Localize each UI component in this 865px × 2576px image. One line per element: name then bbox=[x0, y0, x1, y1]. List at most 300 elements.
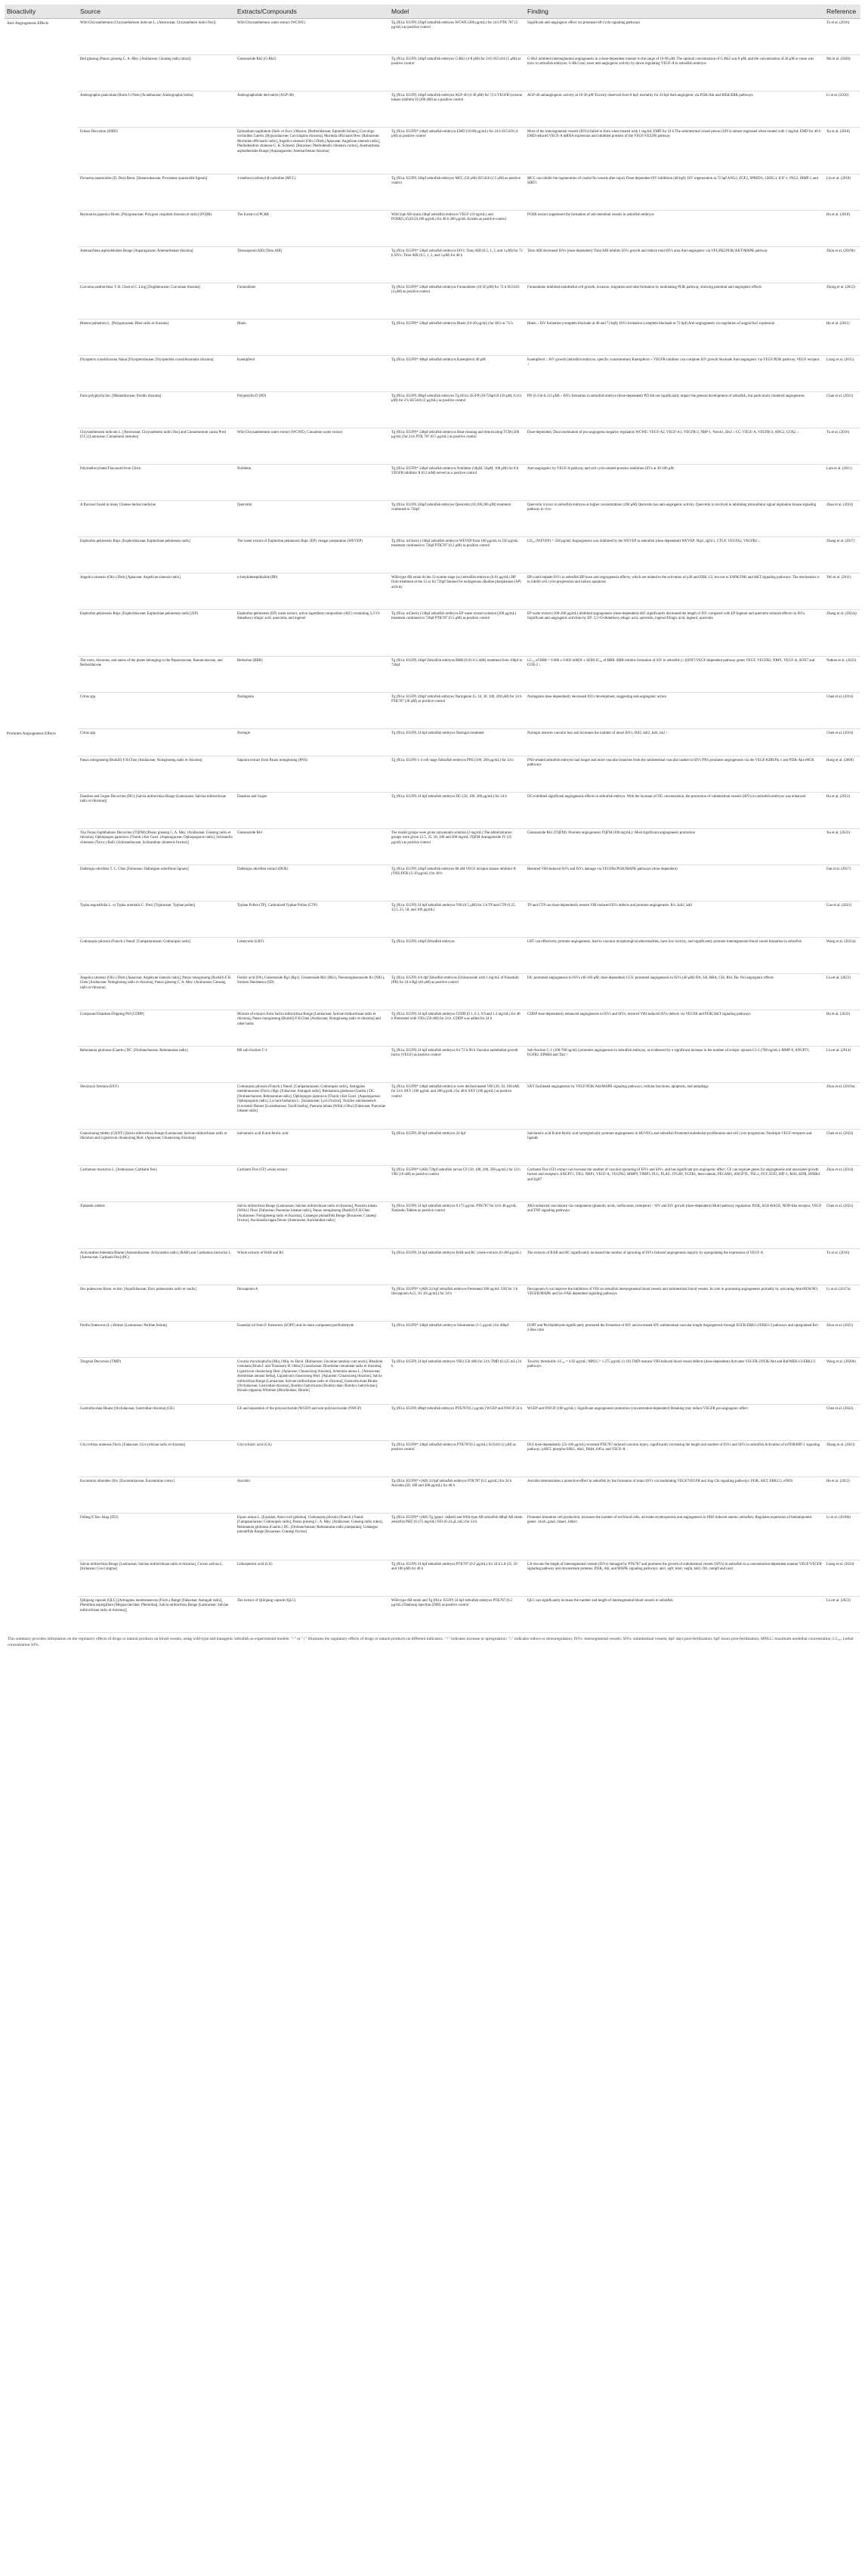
ref-cell: Lam et al. (2011) bbox=[824, 465, 860, 501]
bioactivity-cell bbox=[5, 1010, 78, 1047]
finding-cell: Sub-fraction C-1 (100-700 ng/mL) promotes angiogenesis in zebrafish embryos, as evidenced by a significant increase in the number of ectopic sprouts C1-1 (700 ng/mL): MMP-9, ANGPT1, EGFR2, EPHB4 and Tie2 ↑ bbox=[525, 1047, 824, 1083]
model-cell: Tg (fli1a: EGFP)* 24hpf zebrafish embryos EMD (10-80 μg/mL) for 24 h SU5416 (4 μM) as positive control bbox=[389, 128, 525, 175]
header-finding: Finding bbox=[525, 5, 824, 19]
model-cell: Tg (fli1a: EGFP)*+(AB) 24 hpf zebrafish embryos PTK787 (0.2 μg/mL) for 24 h Aucubin (50, 100 and 200 μg/mL) for 48 h bbox=[389, 1477, 525, 1514]
source-cell: Xinkeshu tablets bbox=[78, 1202, 235, 1249]
ref-cell: He et al. (2022) bbox=[824, 1477, 860, 1514]
table-row bbox=[5, 175, 860, 211]
bioactivity-cell bbox=[5, 1441, 78, 1477]
extract-cell: Saponin extract from Panax notoginseng (PNS) bbox=[235, 756, 389, 793]
ref-cell: Liu et al. (2023) bbox=[824, 974, 860, 1010]
finding-cell: Kaempferol ↓ ISV growth (zebrafish embryos; specific concentration) Kaempferol + VEGFR inhibitor can complete ISV growth blockade Anti-angiogenic via VEGF/PI3K pathway, VEGF receptor ↓ bbox=[525, 356, 824, 392]
table-row bbox=[5, 1249, 860, 1285]
source-cell: Ermao Decoction (EMD) bbox=[78, 128, 235, 175]
source-cell: Codonopsis pilosula (Franch.) Nannf. [Campanulaceae; Codonopsis radix] bbox=[78, 938, 235, 974]
extract-cell: Salvianolic acid B and ferulic acid bbox=[235, 1130, 389, 1166]
finding-cell: Promotes immature cell production; increases the number of red blood cells; activates erythropoiesis and angiogenesis in PHZ-induced anemic zebrafish; Regulates expression of hematopoietic genes: cmyb, gata1, hbae1, hbbe1 bbox=[525, 1514, 824, 1560]
header-bioactivity: Bioactivity bbox=[5, 5, 78, 19]
source-cell: Euphorbia pekinensis Rupr. [Euphorbiaceae; Euphorbiae pekinensis radix] (EP) bbox=[78, 610, 235, 657]
finding-cell: AGP-40 antiangiogenic activity at 10-30 μM Toxicity observed from 8 hpf; mortality for 24 hpf Anti-angiogenic via PI3K/Akt and MEK/ERK pathways bbox=[525, 91, 824, 128]
bioactivity-cell bbox=[5, 128, 78, 175]
finding-cell: WGEP and NWGP (100 μg/mL): Significant angiogenesis promotion (concentration-dependent) Breaking may reduce VEGFR pro-angiogenic effect bbox=[525, 1405, 824, 1441]
model-cell: Tg (fli1a: EGFP) 24hpf zebrafish embryos Naringenin (5, 10, 30, 100, 200 μM) for 24 h PTK787 (30 μM) as positive control bbox=[389, 693, 525, 729]
extract-cell: GE and separation of the polysaccharide (WGEP) and non-polysaccharide (NWGP) bbox=[235, 1405, 389, 1441]
table-row bbox=[5, 901, 860, 938]
finding-cell: BP could impede ISVs in zebrafish BP have anti-angiogenesis effects, which are related to the activation of p38 and ERK 1/2, but not to SAPK/JNK and AKT signaling pathways. The mechanism is to inhibit cell cycle progression and induce apoptosis bbox=[525, 574, 824, 610]
model-cell: Tg (fli1a: EGFP)* 24hpf zebrafish embryos Sinomenine (1-5 μg/mL) for 48hpf bbox=[389, 1322, 525, 1358]
ref-cell: Tu et al. (2016) bbox=[824, 1249, 860, 1285]
ref-cell: Zhong et al. (2012) bbox=[824, 283, 860, 320]
table-row bbox=[5, 128, 860, 175]
table-row bbox=[5, 657, 860, 693]
table-row bbox=[5, 392, 860, 428]
ref-cell: Liang et al. (2015) bbox=[824, 356, 860, 392]
finding-cell: Furanodiene inhibited endothelial cell growth, invasion, migration and tube formation by modulating PI3K pathway, showing potential anti-angiogenic effects bbox=[525, 283, 824, 320]
model-cell: Tg (fli1a: EGFP)* 24hpf zebrafish embryos PTK787(0.2 μg/mL) SU5416 (2 μM) as positive control bbox=[389, 1441, 525, 1477]
extract-cell: Wild Chrysanthemum water extract (WCWE) bbox=[235, 19, 389, 55]
table-row bbox=[5, 91, 860, 128]
header-extracts: Extracts/Compounds bbox=[235, 5, 389, 19]
model-cell: Tg (fli1a: EGFP) 24hpf zebrafish embryos Quercetin (10,100,200 μM) treatment continued to 72hpf bbox=[389, 501, 525, 537]
finding-cell: Ilexsaponin A can improve the inhibition of VRI on zebrafish intersegmental blood vessels and subintestinal blood vessels. Its role in promoting angiogenesis probably by activating Akt/eNOS/NO, VEGFR/MAPK and Src-FAK dependent signaling pathways bbox=[525, 1285, 824, 1322]
bioactivity-cell bbox=[5, 1514, 78, 1560]
extract-cell: Whole extracts of RAB and RC bbox=[235, 1249, 389, 1285]
table-row bbox=[5, 1441, 860, 1477]
finding-cell: Dose-dependent; Dual modulation of pro-angiogenic/negative regulators WCWE: VEGF-A2, VEGF-A1, VEGFR-2, NRP-1, Notch1, Ets2 ↓ CC: VEGF-A, VEGFR-2, ANG2, COX2 ↓ bbox=[525, 428, 824, 465]
bioactivity-cell bbox=[5, 1047, 78, 1083]
finding-cell: LC₅₀ of BBR = 0.686 ± 0.002 mM(X ± SEM) IC₅₀ of BBR: BBR inhibits formation of SIV in zebrafish [+]SOX7/VEGF-dependent pathway genes VEGF, VEGFR2, NRP1, VEGF-A, SOX7 and COX-2 ↓ bbox=[525, 657, 824, 693]
bioactivity-cell bbox=[5, 1130, 78, 1166]
table-row bbox=[5, 793, 860, 829]
model-cell: Tg (fli1a: EGFP) 24 hpf zebrafish embryos for 72 h-96 h Vascular endothelial growth factor (VEGF) as positive control bbox=[389, 1047, 525, 1083]
source-cell: Paris polyphylla Sm. [Melanthiaceae; Paridis rhizoma] bbox=[78, 392, 235, 428]
extract-cell: 1-methoxycarbonyl-β-carboline (MCC) bbox=[235, 175, 389, 211]
extract-cell: Dalbergia odorifera extract (DOE) bbox=[235, 865, 389, 901]
finding-cell: CDDP dose-dependently enhanced angiogenesis in ISVs and SIVs; restored VRI-induced ISVs defects via VEGFR and PI3K/AKT signaling pathways bbox=[525, 1010, 824, 1047]
source-cell: Rheum palmatum L. [Polygonaceae; Rhei radix et rhizoma] bbox=[78, 320, 235, 356]
ref-cell: Nathan et al. (2023) bbox=[824, 657, 860, 693]
bioactivity-cell bbox=[5, 392, 78, 428]
source-cell: Dalbergia odorifera T. C. Chen [Fabaceae; Dalbergiae odoriferae lignum] bbox=[78, 865, 235, 901]
bioactivity-cell bbox=[5, 91, 78, 128]
table-row bbox=[5, 1514, 860, 1560]
table-row bbox=[5, 1047, 860, 1083]
finding-cell: Aucubin demonstrates a protective effect in zebrafish by the formation of intact ISVs via modulating VEGF/VEGFR and Jing Chi signaling pathways: PI3K, AKT, ERK1/2, eNOS bbox=[525, 1477, 824, 1514]
bioactivity-cell bbox=[5, 574, 78, 610]
table-row bbox=[5, 320, 860, 356]
bioactivity-cell bbox=[5, 829, 78, 865]
extract-cell: Lithospermic acid (LA) bbox=[235, 1560, 389, 1597]
table-footnote: This summary provides information on the regulatory effects of drugs or natural products on blood vessels, using wild-type and transgenic zebrafish as experimental models. "↑" or "↓" illustrates the regulatory effects of drugs or natural products on different indicators. "↑" indicates increase or upregulation; "↓" indicates reduce or downregulation; ISVs: intersegmental vessels; SIVs: subintestinal vessels; dpf: days post-fertilization; hpf: hours post-fertilization; MNLC: maximum nonlethal concentration; LC₅₀: Lethal concentration 50%. bbox=[8, 1637, 854, 1647]
model-cell: Tg (fli1a: EGFP) 24 hpf zebrafish embryos PTK787 (0.2 μg/mL) for 24 h LA (25, 50 and 100 μM) for 48 h bbox=[389, 1560, 525, 1597]
source-cell: Andrographis paniculata (Burm.f.) Nees [Acanthaceae; Andrographis herba] bbox=[78, 91, 235, 128]
model-cell: Tg (fli1a: EGFP) 24hpf zebrafish embryos G-Rh2 (4-8 μM) for 24 h SU5416 (5 μM) as positive control bbox=[389, 55, 525, 91]
bioactivity-cell bbox=[5, 1358, 78, 1405]
extract-cell: Lobetyolin (LBT) bbox=[235, 938, 389, 974]
extract-cell: Timosaponin AIII (Timo AIII) bbox=[235, 247, 389, 283]
ref-cell: Tu et al. (2016) bbox=[824, 19, 860, 55]
model-cell: Tg (fli1a: EGFP)* 24hpf zebrafish embryos Nobiletin (10μM, 50μM, 100 μM) for 8 h VEGFR inhibitor II (0.2 mM) served as a positive control bbox=[389, 465, 525, 501]
source-cell: Angelica sinensis (Oliv.) Diels [Apiaceae; Angelicae sinensis radix] bbox=[78, 574, 235, 610]
page bbox=[5, 0, 860, 1649]
table-row bbox=[5, 428, 860, 465]
ref-cell: Zhou et al. (2021) bbox=[824, 1322, 860, 1358]
table-row bbox=[5, 211, 860, 247]
finding-cell: Timo AIII decreased ISVs (dose-dependent) Timo AIII inhibits SIVs growth and reduce total SIVs area Anti-angiogenic via VEGFR2/PI3K/AKT/MAPK pathway bbox=[525, 247, 824, 283]
source-cell: A flavonol found in many Chinese herbal medicine bbox=[78, 501, 235, 537]
table-row bbox=[5, 574, 860, 610]
ref-cell: Chen et al. (2022) bbox=[824, 1405, 860, 1441]
ref-cell: Ho et al. (2022) bbox=[824, 1010, 860, 1047]
extract-cell: Kaempferol bbox=[235, 356, 389, 392]
bioactivity-cell bbox=[5, 501, 78, 537]
table-row bbox=[5, 974, 860, 1010]
finding-cell: LD₅₀ (WEVEP) = 258 μg/mL Angiogenesis was inhibited by the WEVEP in zebrafish (dose dependent) WEVEP: Nrp1, Igf1r1, CTGF, VEGFA2, VEGFR2 ↓ bbox=[525, 537, 824, 574]
model-cell: Tg (fli1a: EGFP) 48hpf zebrafish embryos PTK787(0.2 μg/mL) WGEP and NWGP 24 h bbox=[389, 1405, 525, 1441]
table-body bbox=[5, 19, 860, 1633]
table-row bbox=[5, 55, 860, 91]
model-cell: Tg (fli1a: EGFP) 24 hpf zebrafish embryos RAB and RC whole extracts (0-200 μg/mL) bbox=[389, 1249, 525, 1285]
model-cell: Wild-type AB strain At the 12-somite stage (ss) zebrafish embryos (0.01 μg/mL) BP from treatment at the 12 ss for 72hpf Stained for endogenous alkaline phosphatase (AP) activity bbox=[389, 574, 525, 610]
extract-cell: Danshen and Gegen bbox=[235, 793, 389, 829]
source-cell: Shuxinyin formula (SXY) bbox=[78, 1083, 235, 1130]
bioactivity-cell bbox=[5, 175, 78, 211]
bioactivity-cell bbox=[5, 901, 78, 938]
ref-cell: Li et al. (2016) bbox=[824, 91, 860, 128]
extract-cell: Codonopsis pilosula (Franch.) Nannf. [Campanulaceae; Codonopsis radix], Astragalus membranaceus (Fisch.) Bge. [Fabaceae; Astragali radix], Rehmannia glutinosa (Gaertn.) DC. [Orobanchaceae; Rehmanniae radix], Ophiopogon japonicus (Thunb.) Ker Gawl. [Asparagaceae; Ophiopogonis radix], Lycium barbarum L. [Solanaceae; Lycii fructus], Taxillus sutchuenensis (Lecomte) Danser [Loranthaceae; Taxilli herba], Pueraria lobata (Willd.) Ohwi [Fabaceae; Puerariae lobatae radix] bbox=[235, 1083, 389, 1130]
model-cell: Tg (fli1a: EGFP)* 24hpf zebrafish embryos Rhein (10-20 μg/mL) for 48 h or 72 h bbox=[389, 320, 525, 356]
finding-cell: Anti-angiogenic by VEGF-A pathway and cell cycle-related proteins inhibition ISVs at 30-100 μM bbox=[525, 465, 824, 501]
ref-cell: Zhao et al. (2014) bbox=[824, 501, 860, 537]
ref-cell: Chen et al. (2021) bbox=[824, 1202, 860, 1249]
table-row bbox=[5, 1358, 860, 1405]
extract-cell: Aucubin bbox=[235, 1477, 389, 1514]
source-cell: Ilex pubescens Hook. et Arn. [Aquifoliaceae; Ilicis pubescentis radix et caulis] bbox=[78, 1285, 235, 1322]
finding-cell: Toxicity thresholds: LC₅₀ = 4.92 μg/mL; MNLC= 1.275 μg/mL (1:10) TMD restores VRI-induced blood vessel defects (dose-dependent) Activates VEGFR-2/PI3K/Akt and Raf/MEK1/2/ERK1/2 pathways bbox=[525, 1358, 824, 1405]
extract-cell: Polyphyllin D (PD) bbox=[235, 392, 389, 428]
finding-cell: XKS enhanced vasculature via components (phenolic acids, isoflavones, triterpene) ↑ SIV and ISV growth (dose-dependent) Multi-pathway regulation: PI3K, AGE-RAGE, NOD-like receptor, VEGF and TNF signaling pathways bbox=[525, 1202, 824, 1249]
finding-cell: Quercetin is toxic to zebrafish embryos at higher concentrations (200 μM) Quercetin has anti-angiogenic activity. Quercetin is involved in inhibiting intracellular signal regulation kinase signaling pathway in vivo bbox=[525, 501, 824, 537]
source-cell: Danshen and Gegen Decoction (DG) [Salvia miltiorrhiza Bunge (Lamiaceae; Salviae miltiorrhizae radix et rhizoma)] bbox=[78, 793, 235, 829]
table-row bbox=[5, 1130, 860, 1166]
table-row bbox=[5, 1597, 860, 1633]
ref-cell: Xu et al. (2023) bbox=[824, 829, 860, 865]
table-row bbox=[5, 610, 860, 657]
bioactivity-cell bbox=[5, 1477, 78, 1514]
model-cell: Tg (fli1a: EGFP)* 24hpf zebrafish embryos Heat-clearing and detoxicating TCM (200 μg/mL) for 24 h PTK 787 (0.5 μg/mL) as positive control bbox=[389, 428, 525, 465]
ref-cell: Liang et al. (2024) bbox=[824, 1560, 860, 1597]
bioactivity-cell bbox=[5, 610, 78, 657]
ref-cell: Chen et al. (2014) bbox=[824, 729, 860, 756]
source-cell: Tongmai Decoction (TMD) bbox=[78, 1358, 235, 1405]
bioactivity-cell bbox=[5, 356, 78, 392]
table-row bbox=[5, 465, 860, 501]
finding-cell: FA: promoted angiogenesis in ISVs (40-160 μM; dose-dependent) CCS: promoted angiogenesis in ISVs (40 μM) DA, SA, RBA, CIS, Rb1, Re: Pro-angiogenic effects bbox=[525, 974, 824, 1010]
bioactivity-cell bbox=[5, 1166, 78, 1202]
table-row bbox=[5, 865, 860, 901]
source-cell: Polymethoxylated Flavonoid from Citrus bbox=[78, 465, 235, 501]
extract-cell: Typhae Pollen (TP), Carbonized Typhae Pollen (CTP) bbox=[235, 901, 389, 938]
source-cell: Citrus spp. bbox=[78, 693, 235, 729]
bioactivity-cell bbox=[5, 865, 78, 901]
ref-cell: Wang et al. (2023a) bbox=[824, 938, 860, 974]
bioactivity-cell bbox=[5, 1322, 78, 1358]
finding-cell: QLC can significantly increase the number and length of intersegmental blood vessels in zebrafish bbox=[525, 1597, 824, 1633]
model-cell: Tg (fli1a: EGFP) 24hpf Zebrafish embryos BBR (0.01-0.5 mM) treatment from 10hpf to 72hpf bbox=[389, 657, 525, 693]
table-row bbox=[5, 756, 860, 793]
finding-cell: PD (0.156-0.313 μM) ↓ ISVs formation in zebrafish embryo (dose-dependent) PD did not significantly impact the general development of zebrafish, but particularly hindered angiogenesis bbox=[525, 392, 824, 428]
ref-cell: Zhou et al. (2019b) bbox=[824, 247, 860, 283]
source-cell: Euphorbia pekinensis Rupr. [Euphorbiaceae; Euphorbiae pekinensis radix] bbox=[78, 537, 235, 574]
extract-cell: Naringenin bbox=[235, 693, 389, 729]
bioactivity-cell bbox=[5, 793, 78, 829]
model-cell: Tg (fli1a: EGFP)*+(AB) Tg (gata1: dsRed) and Wild-type AB zebrafish 48hpf AB strain zebrafish PHZ (0.175 mg/mL) FEJ (6-24 μL/mL) for 24 h bbox=[389, 1514, 525, 1560]
table-row bbox=[5, 729, 860, 756]
finding-cell: DGI dose-dependently (25-100 μg/mL) reversed PTK787-induced vascular injury, significantly increasing the length and number of ISVs and SIVs in zebrafish Activation of mTOR/HIF-1 signaling pathway: pAKT, phospho-S6K1, Akt1, Ddit4, hif1a, and VEGF-A bbox=[525, 1441, 824, 1477]
bioactivity-cell bbox=[5, 938, 78, 974]
source-cell: Glycyrrhiza uralensis Fisch. [Fabaceae; Glycyrrhizae radix et rhizoma] bbox=[78, 1441, 235, 1477]
table-row bbox=[5, 1202, 860, 1249]
table-row bbox=[5, 247, 860, 283]
source-cell: Carthamus tinctorius L. [Asteraceae; Carthami flos] bbox=[78, 1166, 235, 1202]
ref-cell: Chen et al. (2014) bbox=[824, 693, 860, 729]
source-cell: Salvia miltiorrhiza Bunge [Lamiaceae; Salviae miltiorrhizae radix et rhizoma], Crocus sativus L. [Iridaceae; Croci stigma] bbox=[78, 1560, 235, 1597]
ref-cell: Chen et al. (2022) bbox=[824, 1130, 860, 1166]
finding-cell: EOPF and Perillaldehyde significantly promoted the formation of ISV and increased SIV subintestinal vascular length Angiogenesis through EGFR-ERK1/2/ERK1/2 pathways and upregulated Bcl-2-Bax ratio bbox=[525, 1322, 824, 1358]
extract-cell: Ilexsaponin A bbox=[235, 1285, 389, 1322]
finding-cell: EP water extract (100-200 μg/mL) inhibited angiogenesis (dose-dependent) AIC significantly decreased the length of ISV compared with EP Ingenol and quercetin reduced effects on ISVs. Significant anti-angiogenic activities by EP: 3,3'-O-dimethoxy ellagic acid, quercetin, ingenol Ellagic acid, ingenol, quercetin bbox=[525, 610, 824, 657]
bioactivity-cell bbox=[5, 211, 78, 247]
model-cell: Tg (fli1a: EGFP)* 24hpf zebrafish embryos ISVs: Timo AIII (0.5, 1, 2, and 3 μM) for 72 h SIVs: Timo AIII (0.5, 1, 2, and 3 μM) for 48 h bbox=[389, 247, 525, 283]
finding-cell: Ginsenoside Rb1 (TQFM): Promote angiogenesis TQFM (200 mg/mL): Most significant angiogenesis promotion bbox=[525, 829, 824, 865]
bioactivity-cell bbox=[5, 465, 78, 501]
extract-cell: Euphorbia pekinensis (EP) water extract, active ingredient composition (AIC) containing 3,3'-O-dimethoxy ellagic acid, quercetin, and ingenol bbox=[235, 610, 389, 657]
source-cell: Compound Danshen Dripping Pill (CDDP) bbox=[78, 1010, 235, 1047]
model-cell: Tg (fli1a: EGFP) 28 hpf zebrafish embryos 24 hpf bbox=[389, 1130, 525, 1166]
model-cell: The model groups were given simvastatin solution (2 mg/mL) The administration groups were given 12.5, 25, 50, 100 and 200 mg/mL TQFM Astragaloside IV (25 μg/mL) as positive control bbox=[389, 829, 525, 865]
extract-cell: Uncaria rhynchophylla (Miq.) Miq. ex Havil. [Rubiaceae; Uncariae ramulus cum uncis], Rhodiola crenulata (Hook.f. and Thomson) H. Ohba [Crassulaceae; Rhodiolae crenulatae radix et rhizoma], Ligusticum chuanxiong Hort. [Apiaceae; Chuanxiong rhizoma], Artemisia annua L. [Asteraceae; Artemisiae annuae herba], Ligusticum chuanxiong Hort. [Apiaceae; Chuanxiong rhizoma], Salvia miltiorrhiza Bunge [Lamiaceae; Salviae miltiorrhizae radix et rhizoma], Gastrodia elata Blume [Orchidaceae; Gastrodiae rhizoma], Bombyx batryticatus [Bombycidae; Bombyx batryticatus], Hirudo nipponia Whitman [Hirudinidae; Hirudo] bbox=[235, 1358, 389, 1405]
model-cell: Tg (fli1a: mCherry) 24hpf zebrafish embryos WEVEP from 100 μg/mL to 250 μg/mL treatment continued to 72hpf PTK787 (0.2 μM) as positive control bbox=[389, 537, 525, 574]
ref-cell: Gao et al. (2021) bbox=[824, 901, 860, 938]
finding-cell: Significant anti-angiogenic effect via protease/cell-cycle signaling pathways bbox=[525, 19, 824, 55]
extract-cell: RR sub-fraction C-1 bbox=[235, 1047, 389, 1083]
table-row bbox=[5, 1285, 860, 1322]
source-cell: Fufang E'Jiao Jiang (FEJ) bbox=[78, 1514, 235, 1560]
table-row bbox=[5, 19, 860, 55]
extract-cell: Ginsenoside Rh2 (G-Rh2) bbox=[235, 55, 389, 91]
bioactivity-cell bbox=[5, 283, 78, 320]
extract-cell: Rhein bbox=[235, 320, 389, 356]
bioactivity-cell bbox=[5, 756, 78, 793]
model-cell: Tg (fli1a: EGFP) 24 hpf zebrafish embryos CDDP (0.1, 0.3, 0.9 and 1.2 mg/mL) for 48 h Pretreated with VRI (150 nM) for 24 h. CDDP was added for 24 h bbox=[389, 1010, 525, 1047]
finding-cell: Salvianolic acid B and ferulic acid synergistically promote angiogenesis in HUVECs and zebrafish Promoted endothelial proliferation and cell cycle progression Tmultiple VEGF receptors and ligands bbox=[525, 1130, 824, 1166]
finding-cell: The extracts of RAB and RC significantly increased the number of sprouting of ISVs Induced angiogenesis majorly by upregulating the expression of VEGF-A bbox=[525, 1249, 824, 1285]
extract-cell: Epimedium sagittatum (Sieb. et Zucc.) Maxim. [Berberidaceae; Epimedii folium], Curculigo orchioides Gaertn. [Hypoxidaceae; Curculiginis rhizoma], Morinda officinalis How [Rubiaceae; Morindae officinalis radix], Angelica sinensis (Oliv.) Diels [Apiaceae; Angelicae sinensis radix], Phellodendron chinense C. K. Schneid. [Rutaceae; Phellodendri chinensis cortex], Anemarrhena asphodeloides Bunge [Asparagaceae; Anemarrhenae rhizoma] bbox=[235, 128, 389, 175]
source-cell: Picrasma quassioides (D. Don) Benn. [Simaroubaceae; Picrasmae quassioidis lignum] bbox=[78, 175, 235, 211]
source-cell: Anemarrhena asphodeloides Bunge [Asparagaceae; Anemarrhenae rhizoma] bbox=[78, 247, 235, 283]
model-cell: Tg (fli1a: EGFP)*+(AB) 24 hpf zebrafish embryos Pretreated 300 ng/mL VRI for 3 h Ilexsaponin A (5, 10, 20 μg/mL) for 24 h bbox=[389, 1285, 525, 1322]
ref-cell: Lin et al. (2018) bbox=[824, 175, 860, 211]
bioactivity-table bbox=[5, 5, 860, 1633]
ref-cell: Zhang et al. (2022a) bbox=[824, 610, 860, 657]
table-row bbox=[5, 537, 860, 574]
finding-cell: Naringin restores vascular loss and increases the number of intact ISVs; Hif2, kdr2, kdrl, tie2 ↑ bbox=[525, 729, 824, 756]
table-row bbox=[5, 356, 860, 392]
finding-cell: DG exhibited significant angiogenesis effects in zebrafish embryo. With the increase of DG concentration, the promotion of subintestinal vessels (SIVs) in zebrafish embryos was enhanced bbox=[525, 793, 824, 829]
source-cell: Guanxinning tablets (GXNT) [Salvia miltiorrhiza Bunge (Lamiaceae; Salviae miltiorrhizae radix et rhizoma) and Ligusticum chuanxiong Hort. (Apiaceae; Chuanxiong rhizoma)] bbox=[78, 1130, 235, 1166]
source-cell: Panax notoginseng (Burkill) F.H.Chen [Araliaceae; Notoginseng radix et rhizoma] bbox=[78, 756, 235, 793]
ref-cell: Xu et al. (2018) bbox=[824, 128, 860, 175]
table-row bbox=[5, 938, 860, 974]
source-cell: Eucommia ulmoides Oliv. [Eucommiaceae; Eucommiae cortex] bbox=[78, 1477, 235, 1514]
table-row bbox=[5, 693, 860, 729]
source-cell: Typha angustifolia L. or Typha orientalis C. Presl [Typhaceae; Typhae pollen] bbox=[78, 901, 235, 938]
bioactivity-cell bbox=[5, 1405, 78, 1441]
source-cell: Chrysanthemum indicum L. [Asteraceae; Chrysanthemi indici flos] and Cinnamomum cassia Presl (CC) [Lauraceae; Cinnamomi ramulus] bbox=[78, 428, 235, 465]
model-cell: Tg (fli1a: EGFP) 24 hpf zebrafish embryos VRI (150 nM) for 24 h TMD (0.125 mL) 24 h bbox=[389, 1358, 525, 1405]
model-cell: Tg (fli1a: EGFP) 24 hpf zebrafish embryos VRI (0.5 μM) for 3 h TP and CTP (6.25, 12.5, 25, 50, and 100 μg/mL) bbox=[389, 901, 525, 938]
ref-cell: Tu et al. (2016) bbox=[824, 428, 860, 465]
bioactivity-cell bbox=[5, 1597, 78, 1633]
extract-cell: Glycyrrhizic acid (GA) bbox=[235, 1441, 389, 1477]
source-cell: Dryopteris crassirhizoma Nakai [Dryopteridaceae; Dryopteridis crassirhizomatis rhizoma] bbox=[78, 356, 235, 392]
bioactivity-cell bbox=[5, 1202, 78, 1249]
finding-cell: Restored VRI-induced ISVs and ISVs damage via VEGFRs/PI3K/MAPK pathways (dose dependent) bbox=[525, 865, 824, 901]
bioactivity-cell: Promotes Angiogenesis Effects bbox=[7, 731, 56, 736]
ref-cell: He et al. (2011) bbox=[824, 320, 860, 356]
finding-cell: TP and CTP can dose-dependently restore VRI-induced ISVs defects and promote angiogenesis. flt1, kdr2, kdrl bbox=[525, 901, 824, 938]
finding-cell: LA rescues the length of intersegmental vessels (ISVs) damaged by PTK787 and promotes the growth of subintestinal vessels (SIVs) in zebrafish in a concentration-dependent manner VEGF/VEGFR signaling pathway and downstream proteins: PI3K, Akt, and MAPK signaling pathways: akt1, egfr, mtor, vegfa, kdr2, flt1, mmp9 and nos2 bbox=[525, 1560, 824, 1597]
model-cell: Tg (fli1a: EGFP) 24 hpf zebrafish embryos Naringin treatment bbox=[389, 729, 525, 756]
model-cell: Wild type AB strain 24hpf zebrafish embryos VEGF (10 ng/mL) and PCRR(5,10,20,50,100 μg/mL) for 48 h 200 μg/mL Avastin as positive control bbox=[389, 211, 525, 247]
ref-cell: Liu et al. (2023) bbox=[824, 1597, 860, 1633]
model-cell: Tg (fli1a: EGFP) 24hpf zebrafish embryos AGP-40 (4-30 μM) for 72 h VEGFR tyrosine kinase inhibitor II (200 nM) as a positive control bbox=[389, 91, 525, 128]
table-row bbox=[5, 1560, 860, 1597]
table-row bbox=[5, 283, 860, 320]
extract-cell: Mixture of extracts from Salvia miltiorrhiza Bunge [Lamiaceae; Salviae miltiorrhizae radix et rhizoma], Panax notoginseng (Burkill) F.H.Chen [Araliaceae; Notoginseng radix et rhizoma] and other herbs bbox=[235, 1010, 389, 1047]
table-row bbox=[5, 1010, 860, 1047]
bioactivity-cell bbox=[5, 1249, 78, 1285]
table-row bbox=[5, 1166, 860, 1202]
ref-cell: Hong et al. (2009) bbox=[824, 756, 860, 793]
ref-cell: Zhou et al. (2019a) bbox=[824, 1083, 860, 1130]
table-row bbox=[5, 1405, 860, 1441]
finding-cell: PNS-treated zebrafish embryos had longer and more vascular branches from the subintestinal vascular basket in SIVs PNS promotes angiogenesis via the VEGF-KDR/flk-1 and PI3K-Akt-eNOS pathways bbox=[525, 756, 824, 793]
ref-cell: Zhou et al. (2014) bbox=[824, 1166, 860, 1202]
extract-cell: n-butylidenephthalide (BP) bbox=[235, 574, 389, 610]
finding-cell: G-Rh2 inhibited intersegmental angiogenesis in a dose-dependent manner in the range of 16-96 μM. The optimal concentration of G-Rh2 was 8 μM, and the concentration of 20 μM or more was toxic to zebrafish embryos; G-Rh2 may exert anti-angiogenic activity by down-regulating VEGF-A in zebrafish embryos bbox=[525, 55, 824, 91]
source-cell: Rehmannia glutinosa (Gaertn.) DC. [Orobanchaceae; Rehmanniae radix] bbox=[78, 1047, 235, 1083]
model-cell: Tg (fli1a: EGFP) 4-6 dpf Zebrafish embryos Echinacoside with 1 mg/mL of Ponatinib (PB) for 24 h Bgl (40 μM) as positive control bbox=[389, 974, 525, 1010]
source-cell: Red ginseng (Panax ginseng C. A. Mey. [Araliaceae; Ginseng radix rubra]) bbox=[78, 55, 235, 91]
finding-cell: Carthami Flos (CF) extract can increase the number of vascular sprouting of ISVs and SIVs, and has significant pro-angiogenic effect. CF can regulate genes for angiogenesis and associated growth factors and receptors: ANGPT1, TIE2, NRP1, VEGF-A, VEGFR2, MMP9, TIMP3, PLG, PLAU, ITGAV, TGFB1, beta-catenin, PECAM1, ANGPTL, TIE-2, FGF, IGF2, HIF-1, ROS, KDR, EPHB4 and Egfl7 bbox=[525, 1166, 824, 1202]
table-row bbox=[5, 501, 860, 537]
finding-cell: Naringenin dose-dependently decreased ISVs development, suggesting anti-angiogenic action bbox=[525, 693, 824, 729]
extract-cell: Equus asinus L. [Equidae; Asini corii gelatina], Codonopsis pilosula (Franch.) Nannf. [Campanulaceae; Codonopsis radix], Panax ginseng C. A. Mey. [Araliaceae; Ginseng radix rubra], Rehmannia glutinosa (Gaertn.) DC. [Orobanchaceae; Rehmanniae radix praeparata], Crataegus pinnatifida Bunge [Rosaceae; Crataegi fructus] bbox=[235, 1514, 389, 1560]
model-cell: Tg (fli1a: EGFP) 24hpf zebrafish embryos MCC (50 μM) SU5416 (2.5 μM) as positive control bbox=[389, 175, 525, 211]
extract-cell: Berberine (BBR) bbox=[235, 657, 389, 693]
source-cell: Citrus spp. bbox=[78, 729, 235, 756]
extract-cell: Ginsenoside Rb1 bbox=[235, 829, 389, 865]
ref-cell: Wang et al. (2020b) bbox=[824, 1358, 860, 1405]
finding-cell: PCRR extract suppressed the formation of sub-intestinal vessels in zebrafish embryos bbox=[525, 211, 824, 247]
model-cell: Tg (fli1a: mCherry) 24hpf zebrafish embryos EP water extract solution (200 μg/mL) treatment continued to 72hpf PTK787 (0.5 μM) as positive control bbox=[389, 610, 525, 657]
source-cell: Qiliqiang capsule (QLC) [Astragalus membranaceus (Fisch.) Bunge [Fabaceae; Astragali radix], Pheretima aspergillum [Megascolecidae; Pheretima], Salvia miltiorrhiza Bunge [Lamiaceae; Salviae miltiorrhizae radix et rhizoma]] bbox=[78, 1597, 235, 1633]
extract-cell: The water extract of Euphorbia pekinensis Rupr. (EP) vinegar preparation (WEVEP) bbox=[235, 537, 389, 574]
source-cell: Wild Chrysanthemum (Chrysanthemum indicum L. [Asteraceae; Chrysanthemi indici flos]) bbox=[78, 19, 235, 55]
bioactivity-cell bbox=[5, 320, 78, 356]
extract-cell: Essential oil from P. frutescens (EOPF) and its main component perillaldehyde bbox=[235, 1322, 389, 1358]
table-row bbox=[5, 1083, 860, 1130]
source-cell: Perilla frutescens (L.) Britton [Lamiaceae; Perillae folium] bbox=[78, 1322, 235, 1358]
model-cell: Tg (fli1a: EGFP) 24hpf Zebrafish embryos bbox=[389, 938, 525, 974]
extract-cell: Nobiletin bbox=[235, 465, 389, 501]
table-row bbox=[5, 829, 860, 865]
extract-cell: The Extract of PCRR bbox=[235, 211, 389, 247]
bioactivity-cell bbox=[5, 537, 78, 574]
ref-cell: Li et al. (2018b) bbox=[824, 1514, 860, 1560]
finding-cell: LBT can effectively promote angiogenesis, lead to vascular morphological abnormalities, have low toxicity, and significantly promote intersegmental blood vessel formation in zebrafish bbox=[525, 938, 824, 974]
model-cell: Tg (fli1a: EGFP)* 24hpf zebrafish embryos Furanodiene (10-50 μM) for 72 h SU5416 (4 μM) as positive control bbox=[389, 283, 525, 320]
model-cell: Tg (fli1a: EGFP) 24hpf zebrafish embryos 80 nM VEGF receptor kinase inhibitor II (VRI) DOE (5-10 μg/mL) for 48 h bbox=[389, 865, 525, 901]
finding-cell: Rhein ↓ ISV formation (complete blockade at 48 and 72 hpf); ISVs formation (complete blockade at 72 hpf) Anti-angiogenesis via regulation of angpt2/tie2 expression bbox=[525, 320, 824, 356]
ref-cell: Zhang et al. (2023) bbox=[824, 1441, 860, 1477]
model-cell: Tg (fli1a: EGFP) 24 hpf zebrafish embryos 0.175 μg/mL PTK787 for 24 h 48 μg/mL Xinkeshu Tablets as positive control bbox=[389, 1202, 525, 1249]
ref-cell: Li et al. (2017a) bbox=[824, 1285, 860, 1322]
ref-cell: Ma et al. (2020) bbox=[824, 55, 860, 91]
bioactivity-cell bbox=[5, 974, 78, 1010]
source-cell: Achyranthes bidentata Blume [Amaranthaceae; Achyranthis radix] (RAB) and Carthamus tinctorius L. [Asteraceae; Carthami flos] (RC) bbox=[78, 1249, 235, 1285]
bioactivity-cell bbox=[5, 1083, 78, 1130]
source-cell: Tiqi Fumai Iophthalmos Decoction (TQFM) [Panax ginseng C. A. Mey. (Araliaceae; Ginseng radix et rhizoma), Ophiopogon japonicus (Thunb.) Ker Gawl. (Asparagaceae; Ophiopogonis radix), Schisandra chinensis (Turcz.) Baill. (Schisandraceae; Schisandrae chinensis fructus)] bbox=[78, 829, 235, 865]
finding-cell: SXY facilitated angiogenesis by VEGF/PI3K/Akt/MAPK signaling pathways, cellular functions, apoptosis, and autophagy bbox=[525, 1083, 824, 1130]
extract-cell: Quercetin bbox=[235, 501, 389, 537]
extract-cell: Andrographolide derivative (AGP-40) bbox=[235, 91, 389, 128]
model-cell: Wild-type AB strain and Tg (fli1a: EGFP) 24 hpf zebrafish embryos PTK787 (0.2 μg/mL) Danhong injection (DHI) as positive control bbox=[389, 1597, 525, 1633]
ref-cell: Fan et al. (2017) bbox=[824, 865, 860, 901]
model-cell: Tg (fli1a: EGFP)*+(AB) 72hpf zebrafish larvae CF (50, 100, 200, 500 μg/mL) for 24 h VRI (10 nM) as positive control bbox=[389, 1166, 525, 1202]
extract-cell: Naringin bbox=[235, 729, 389, 756]
source-cell: Angelica sinensis (Oliv.) Diels [Apiaceae; Angelicae sinensis radix], Panax notoginseng (Burkill) F.H. Chen [Araliaceae; Notoginseng radix et rhizoma], Panax ginseng C. A. Mey. (Araliaceae; Ginseng radix et rhizoma) bbox=[78, 974, 235, 1010]
extract-cell: Carthami Flos (CF) whole extract bbox=[235, 1166, 389, 1202]
ref-cell: Liu et al. (2014) bbox=[824, 1047, 860, 1083]
finding-cell: MCC can inhibit the regeneration of caudal fin vessels after injury Dose-dependent ISV inhibition (48 hpf); ISV regeneration at 72 hpf ANG2, EGF2, SPRED1, GREG1, IGF-1, PSG2, MMP-1 and SIRT1 bbox=[525, 175, 824, 211]
source-cell: Curcuma zanthorrhiza T. H. Chen et C. Ling [Zingiberaceae; Curcumae rhizoma] bbox=[78, 283, 235, 320]
ref-cell: Yeh et al. (2011) bbox=[824, 574, 860, 610]
ref-cell: Chan et al. (2011) bbox=[824, 392, 860, 428]
header-model: Model bbox=[389, 5, 525, 19]
ref-cell: Hu et al. (2013) bbox=[824, 793, 860, 829]
source-cell: The roots, rhizomes, and stems of the plants belonging to the Papaveraceae, Ranunculaceae, and Berberidaceae bbox=[78, 657, 235, 693]
table-header-row bbox=[5, 5, 860, 19]
extract-cell: Wild Chrysanthemum water extract (WCWE), Cinnamon water extract bbox=[235, 428, 389, 465]
extract-cell: Salvia miltiorrhiza Bunge [Lamiaceae; Salviae miltiorrhizae radix et rhizoma], Pueraria lobata (Willd.) Ohwi [Fabaceae; Puerariae lobatae radix], Panax notoginseng (Burkill) F.H.Chen [Araliaceae; Notoginseng radix et rhizoma], Crataegus pinnatifida Bunge [Rosaceae; Crataegi fructus], Aucklandia lappa Decne [Asteraceae; Aucklandiae radix] bbox=[235, 1202, 389, 1249]
ref-cell: Zhang et al. (2017) bbox=[824, 537, 860, 574]
bioactivity-cell bbox=[5, 1560, 78, 1597]
extract-cell: Ferulic acid (FA), Ginsenoside Rg1 (Rg1), Ginsenoside Rb1 (Rb1), Neonotoginsenoside R1 (NR1), Sodium Danshensu (SD) bbox=[235, 974, 389, 1010]
finding-cell: Most of the intersegmental vessels (ISVs) failed to form when treated with 1 mg/mL EMD for 24 h The subintestinal vessel plexus (SIVs) almost regressed when treated with 1 mg/mL EMD for 48 h EMD reduced VEGF-A mRNA expression and inhibited proteins of the VEGF/VEGFR pathway bbox=[525, 128, 824, 175]
header-reference: Reference bbox=[824, 5, 860, 19]
model-cell: Tg (fli1a: EGFP) 1-4 cell stage Zebrafish embryos PNS (100, 200 μg/mL) for 24 h bbox=[389, 756, 525, 793]
bioactivity-cell bbox=[5, 55, 78, 91]
extract-cell: Furanodiene bbox=[235, 283, 389, 320]
model-cell: Tg (fli1a: EGFP) 28hpf zebrafish embryos Tg (fli1a: EGFP) 20-72hpf (0.156 μM, 0.313 μM) for 2 h SU5416 (2 μg/mL) as positive control bbox=[389, 392, 525, 428]
model-cell: Tg (fli1a: EGFP) 24 hpf zebrafish embryos DG (50, 100, 200 μg/mL) for 24 h bbox=[389, 793, 525, 829]
bioactivity-cell bbox=[5, 657, 78, 693]
header-source: Source bbox=[78, 5, 235, 19]
bioactivity-cell bbox=[5, 247, 78, 283]
model-cell: Tg (fli1a: EGFP)* 48hpf zebrafish embryos Kaempferol 40 μM bbox=[389, 356, 525, 392]
